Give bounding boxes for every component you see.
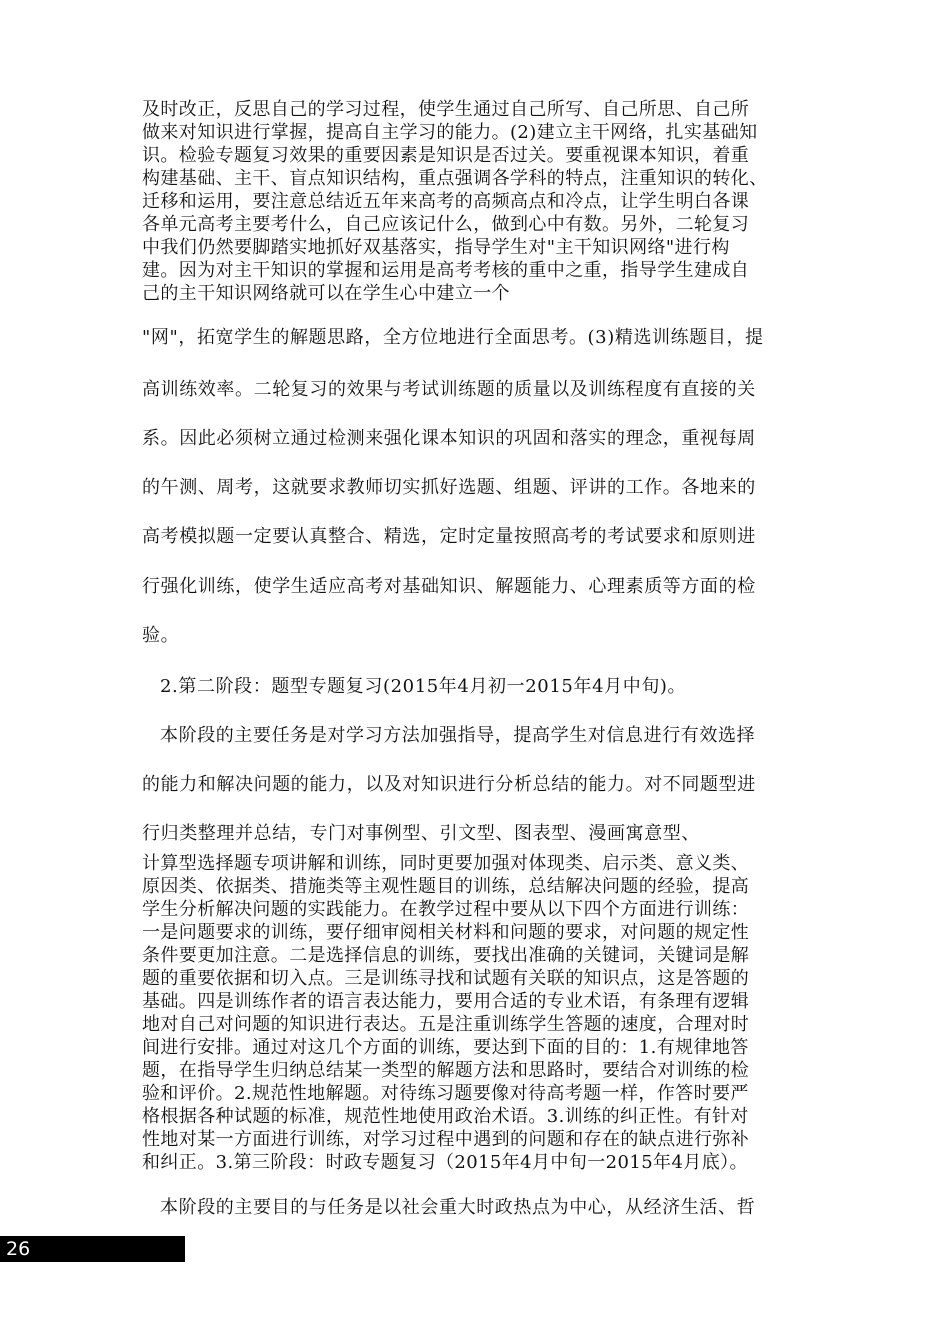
text-line: 行强化训练，使学生适应高考对基础知识、解题能力、心理素质等方面的检 <box>142 576 756 597</box>
text-line: 各单元高考主要考什么，自己应该记什么，做到心中有数。另外，二轮复习 <box>142 214 750 235</box>
text-line: 的能力和解决问题的能力，以及对知识进行分析总结的能力。对不同题型进 <box>142 774 756 795</box>
text-line: 题，在指导学生归纳总结某一类型的解题方法和思路时，要结合对训练的检 <box>142 1060 750 1081</box>
text-line: 本阶段的主要目的与任务是以社会重大时政热点为中心，从经济生活、哲 <box>160 1197 756 1218</box>
section-heading-stage-2: 2.第二阶段：题型专题复习(2015年4月初一2015年4月中旬)。 <box>160 676 687 697</box>
text-line: "网"，拓宽学生的解题思路，全方位地进行全面思考。(3)精选训练题目，提 <box>142 327 764 348</box>
text-line: 及时改正，反思自己的学习过程，使学生通过自己所写、自己所思、自己所 <box>142 99 750 120</box>
text-line: 学生分析解决问题的实践能力。在教学过程中要从以下四个方面进行训练： <box>142 899 750 920</box>
page-footer-bar <box>0 1236 185 1262</box>
text-line: 性地对某一方面进行训练，对学习过程中遇到的问题和存在的缺点进行弥补 <box>142 1129 750 1150</box>
paragraph-block-1 <box>142 98 822 305</box>
text-line: 原因类、依据类、措施类等主观性题目的训练，总结解决问题的经验，提高 <box>142 876 750 897</box>
text-line: 验。 <box>142 625 180 646</box>
paragraph-block-2 <box>142 852 822 1174</box>
text-line: 地对自己对问题的知识进行表达。五是注重训练学生答题的速度，合理对时 <box>142 1014 750 1035</box>
text-line: 验和评价。2.规范性地解题。对待练习题要像对待高考题一样，作答时要严 <box>142 1083 749 1104</box>
text-line: 己的主干知识网络就可以在学生心中建立一个 <box>142 283 510 304</box>
text-line: 构建基础、主干、盲点知识结构，重点强调各学科的特点，注重知识的转化、 <box>142 168 768 189</box>
page-number: 26 <box>6 1238 31 1260</box>
text-line: 迁移和运用，要注意总结近五年来高考的高频高点和冷点，让学生明白各课 <box>142 191 750 212</box>
text-line: 和纠正。3.第三阶段：时政专题复习（2015年4月中旬一2015年4月底）。 <box>142 1152 748 1173</box>
text-line: 识。检验专题复习效果的重要因素是知识是否过关。要重视课本知识，着重 <box>142 145 750 166</box>
text-line: 题的重要依据和切入点。三是训练寻找和试题有关联的知识点，这是答题的 <box>142 968 750 989</box>
text-line: 格根据各种试题的标准，规范性地使用政治术语。3.训练的纠正性。有针对 <box>142 1106 749 1127</box>
text-line: 建。因为对主干知识的掌握和运用是高考考核的重中之重，指导学生建成自 <box>142 260 750 281</box>
text-line: 高考模拟题一定要认真整合、精选，定时定量按照高考的考试要求和原则进 <box>142 526 756 547</box>
text-line: 计算型选择题专项讲解和训练，同时更要加强对体现类、启示类、意义类、 <box>142 853 750 874</box>
text-line: 本阶段的主要任务是对学习方法加强指导，提高学生对信息进行有效选择 <box>160 725 756 746</box>
text-line: 中我们仍然要脚踏实地抓好双基落实，指导学生对"主干知识网络"进行构 <box>142 237 730 258</box>
text-line: 高训练效率。二轮复习的效果与考试训练题的质量以及训练程度有直接的关 <box>142 379 756 400</box>
text-line: 做来对知识进行掌握，提高自主学习的能力。(2)建立主干网络，扎实基础知 <box>142 122 758 143</box>
text-line: 基础。四是训练作者的语言表达能力，要用合适的专业术语，有条理有逻辑 <box>142 991 750 1012</box>
text-line: 条件要更加注意。二是选择信息的训练，要找出准确的关键词，关键词是解 <box>142 945 750 966</box>
text-line: 的午测、周考，这就要求教师切实抓好选题、组题、评讲的工作。各地来的 <box>142 477 756 498</box>
text-line: 间进行安排。通过对这几个方面的训练，要达到下面的目的：1.有规律地答 <box>142 1037 749 1058</box>
text-line: 行归类整理并总结，专门对事例型、引文型、图表型、漫画寓意型、 <box>142 823 700 844</box>
text-line: 一是问题要求的训练，要仔细审阅相关材料和问题的要求，对问题的规定性 <box>142 922 750 943</box>
text-line: 系。因此必须树立通过检测来强化课本知识的巩固和落实的理念，重视每周 <box>142 428 756 449</box>
